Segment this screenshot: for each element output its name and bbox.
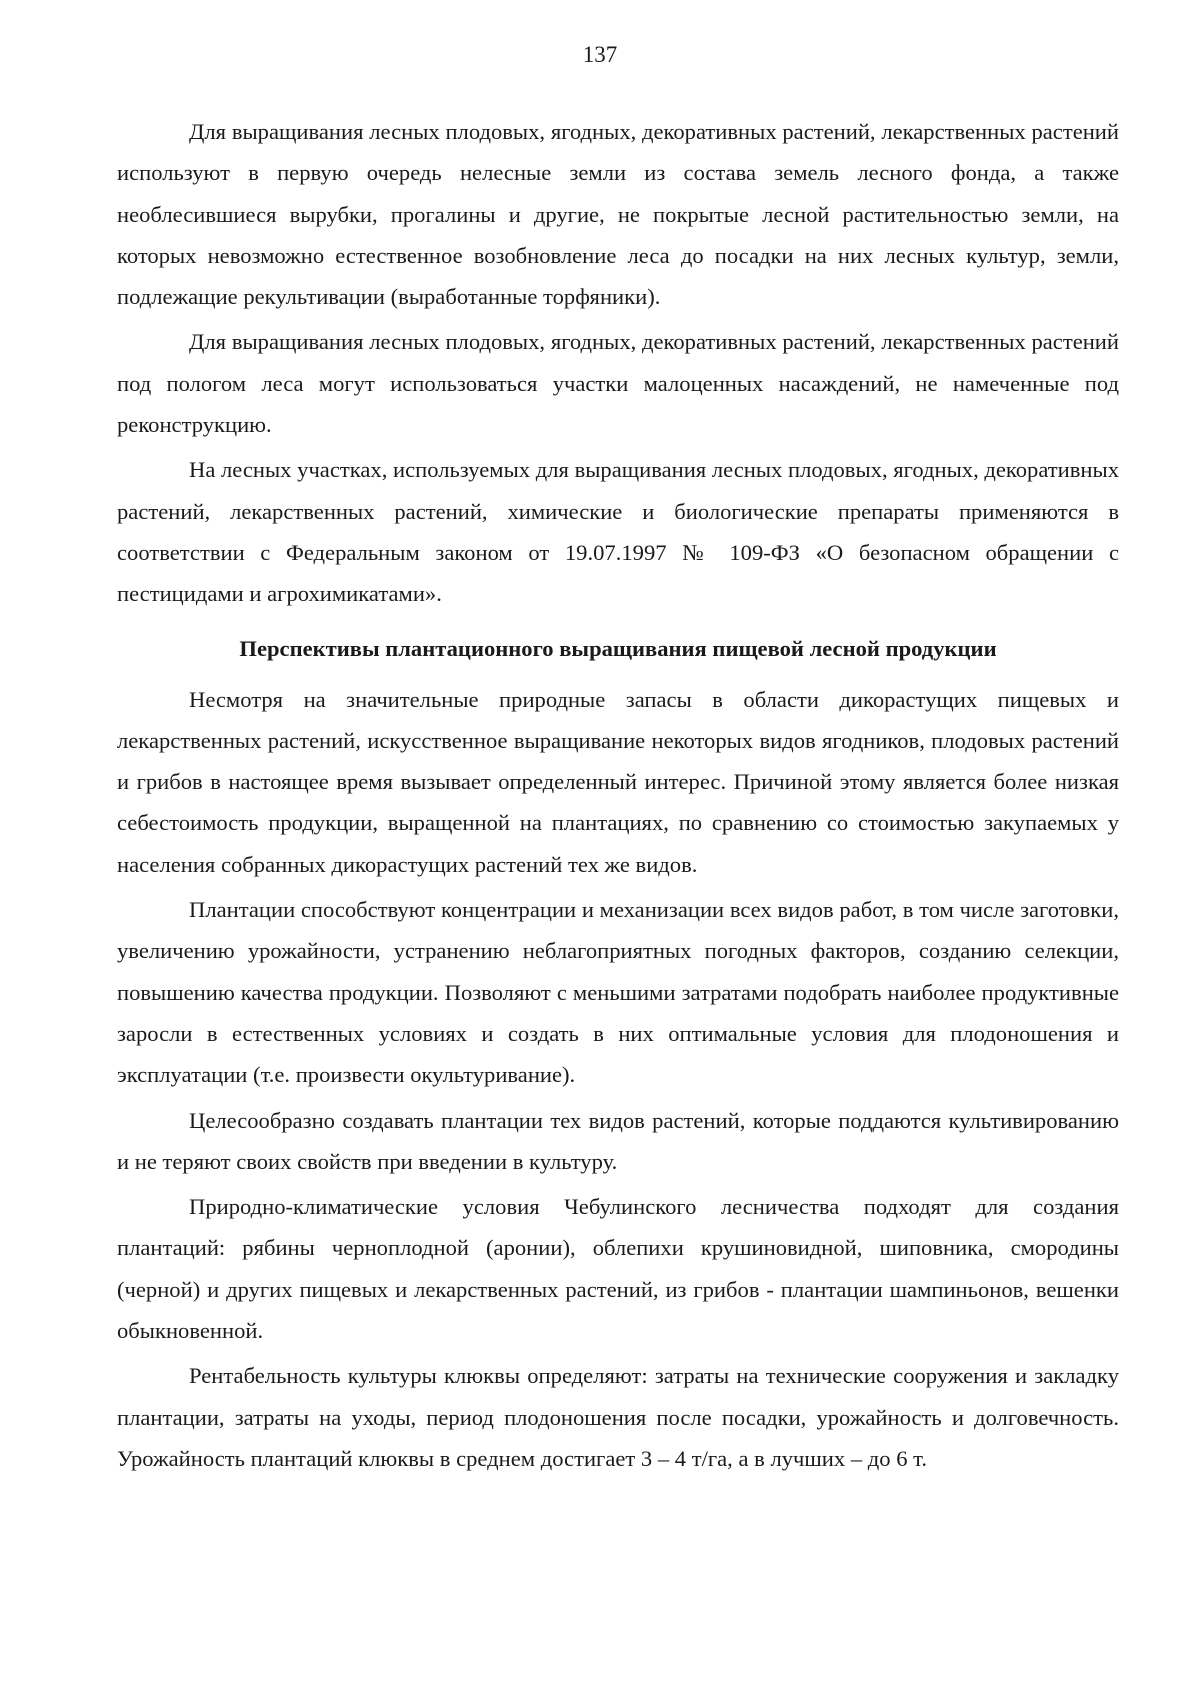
- paragraph-climate-conditions: Природно-климатические условия Чебулинского лесничества подходят для создания плантаций: рябины черноплодной (аронии), облепихи крушиновидной, шиповника, смородины (черной) и других пищевых и лекарственных растений, из грибов - плантации шампиньонов, вешенки обыкновенной.: [117, 1194, 1119, 1344]
- paragraph-pesticides: На лесных участках, используемых для выращивания лесных плодовых, ягодных, декоративных растений, лекарственных растений, химические и биологические препараты применяются в соответствии с Федеральным законом от 19.07.1997 № 109-ФЗ «О безопасном обращении с пестицидами и агрохимикатами».: [117, 457, 1119, 607]
- page-content: [117, 111, 1119, 1483]
- paragraph-cranberry-profitability: Рентабельность культуры клюквы определяют: затраты на технические сооружения и закладку плантации, затраты на уходы, период плодоношения после посадки, урожайность и долговечность. Урожайность плантаций клюквы в среднем достигает 3 – 4 т/га, а в лучших – до 6 т.: [117, 1363, 1119, 1471]
- paragraph-suitable-species: Целесообразно создавать плантации тех видов растений, которые поддаются культивированию и не теряют своих свойств при введении в культуру.: [117, 1107, 1119, 1174]
- paragraph-natural-reserves: Несмотря на значительные природные запасы в области дикорастущих пищевых и лекарственных растений, искусственное выращивание некоторых видов ягодников, плодовых растений и грибов в настоящее время вызывает определенный интерес. Причиной этому является более низкая себестоимость продукции, выращенной на плантациях, по сравнению со стоимостью закупаемых у населения собранных дикорастущих растений тех же видов.: [117, 686, 1119, 877]
- paragraph-plantation-benefits: Плантации способствуют концентрации и механизации всех видов работ, в том числе заготовки, увеличению урожайности, устранению неблагоприятных погодных факторов, созданию селекции, повышению качества продукции. Позволяют с меньшими затратами подобрать наиболее продуктивные заросли в естественных условиях и создать в них оптимальные условия для плодоношения и эксплуатации (т.е. произвести окультуривание).: [117, 897, 1119, 1088]
- page-number: 137: [582, 42, 618, 67]
- section-heading: Перспективы плантационного выращивания пищевой лесной продукции: [239, 635, 997, 661]
- paragraph-under-canopy: Для выращивания лесных плодовых, ягодных, декоративных растений, лекарственных растений под пологом леса могут использоваться участки малоценных насаждений, не намеченные под реконструкцию.: [117, 329, 1119, 438]
- paragraph-land-use: Для выращивания лесных плодовых, ягодных, декоративных растений, лекарственных растений используют в первую очередь нелесные земли из состава земель лесного фонда, а также необлесившиеся вырубки, прогалины и другие, не покрытые лесной растительностью земли, на которых невозможно естественное возобновление леса до посадки на них лесных культур, земли, подлежащие рекультивации (выработанные торфяники).: [117, 119, 1119, 310]
